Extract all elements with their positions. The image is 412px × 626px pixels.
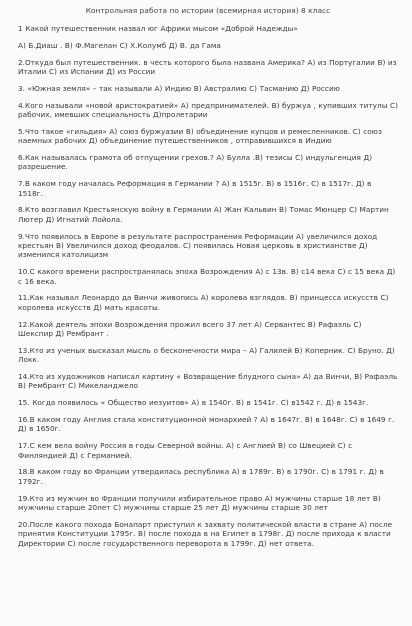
question-17: 17.С кем вела войну Россия в годы Северной войны. А) с Англией В) со Швецией С) с Финляндией Д) с Германией. <box>18 441 353 460</box>
question-14: 14.Кто из художников написал картину « Возвращение блудного сына» А) да Винчи, В) Рафаэль В) Рембрант С) Микеланджело <box>18 372 398 391</box>
question-8: 8.Кто возглавил Крестьянскую войну в Германии А) Жан Кальвин В) Томас Мюнцер С) Мартин Лютер Д) Игнатий Лойола. <box>18 205 389 224</box>
question-18: 18.В каком году во Франции утвердилась республика А) в 1789г. В) в 1790г. С) в 1791 г. Д) в 1792г. <box>18 467 384 486</box>
question-9: 9.Что появилось в Европе в результате распространения Реформации А) увеличился доход крестьян В) Увеличился доход феодалов. С) появилась Новая церковь в христианстве Д) изменился католицизм <box>18 231 378 260</box>
question-16: 16.В каком году Англия стала конституционной монархией ? А) в 1647г. В) в 1648г. С) в 1649 г. Д) в 1650г. <box>18 415 395 434</box>
question-7: 7.В каком году началась Реформация в Германии ? А) в 1515г. В) в 1516г. С) в 1517г. Д) в 1518г. <box>18 179 372 198</box>
question-19: 19.Кто из мужчин во Франции получили избирательное право А) мужчины старше 18 лет В) мужчины старше 20лет С) мужчины старше 25 лет Д) мужчины старше 30 лет <box>18 493 381 513</box>
worksheet-title: Контрольная работа по истории (всемирная история) 8 класс <box>85 6 331 15</box>
question-10: 10.С какого времени распространялась эпоха Возрождения А) с 13в. В) с14 века С) с 15 века Д) с 16 века. <box>18 267 396 286</box>
question-11: 11.Как называл Леонардо да Винчи живопись А) королева взглядов. В) принцесса искусств С) королева искусств Д) мать красоты. <box>18 293 389 312</box>
question-12: 12.Какой деятель эпохи Возрождения прожил всего 37 лет А) Сервантес В) Рафаэль С) Шекспир Д) Рембрант . <box>18 319 362 339</box>
answers-1: А) Б.Диаш . В) Ф.Магелан С) Х.Колумб Д) В. да Гама <box>18 40 221 50</box>
question-20: 20.После какого похода Бонапарт приступил к захвату политической власти в стране А) после принятия Конституции 1795г. В) после похода в на Египет в 1798г. Д) после прихода к власти Директории С) после государственного переворота в 1799г. Д) нет ответа. <box>18 519 393 548</box>
question-1: 1 Какой путешественник назвал юг Африки мысом «Доброй Надежды» <box>18 24 298 33</box>
question-2: 2.Откуда был путешественник. в честь которого была названа Америка? А) из Португалии В) из Италии С) из Испании Д) из России <box>18 57 397 76</box>
question-3: 3. «Южная земля» – так называли А) Индию В) Австралию С) Тасманию Д) Россию <box>18 83 340 93</box>
question-15: 15. Когда появилось « Общество иезуитов» А) в 1540г. В) в 1541г. С) в1542 г. Д) в 1543г. <box>18 398 369 408</box>
question-13: 13.Кто из ученых высказал мысль о бесконечности мира – А) Галилей В) Коперник. С) Бруно. Д) Локк. <box>18 345 395 365</box>
question-5: 5.Что такое «гильдия» А) союз буржуазии В) объединение купцов и ремесленников. С) союз наемных рабочих Д) объединение путешественников , отправившихся в Индию <box>18 126 382 146</box>
question-6: 6.Как называлась грамота об отпущении грехов.? А) Булла .В) тезисы С) индульгенция Д) разрешение. <box>18 153 373 172</box>
question-4: 4.Кого называли «новой аристократией» А) предпринимателей. В) буржуа , купивших титулы С) рабочих, имевших специальность Д)пролетарии <box>18 100 398 119</box>
